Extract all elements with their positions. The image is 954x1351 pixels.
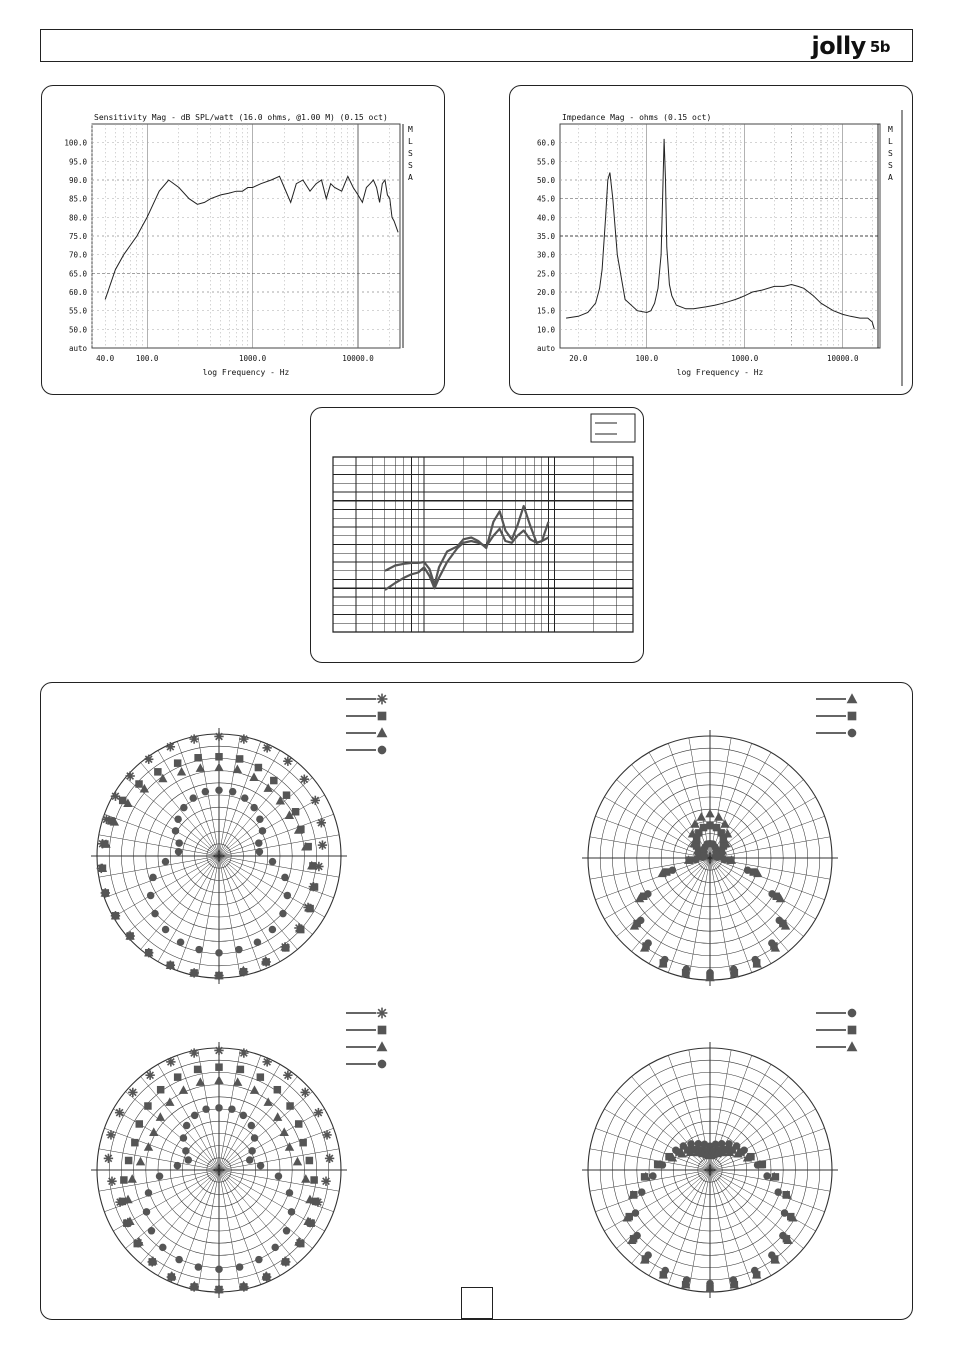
marker-circle <box>143 1208 150 1215</box>
marker-triangle <box>144 1142 153 1151</box>
marker-triangle <box>250 1085 259 1094</box>
marker-asterisk <box>322 1130 331 1139</box>
polar-plot-3 <box>91 1042 347 1298</box>
marker-circle <box>235 946 242 953</box>
marker-circle <box>177 939 184 946</box>
marker-triangle <box>177 767 186 776</box>
marker-square <box>378 712 387 721</box>
marker-circle <box>269 858 276 865</box>
polar-legend-4 <box>816 1009 857 1052</box>
impedance-chart <box>510 86 914 396</box>
y-tick-label: 50.0 <box>536 176 555 185</box>
marker-circle <box>215 786 222 793</box>
marker-circle <box>669 866 676 873</box>
legend-box <box>591 414 635 442</box>
y-tick-label: 85.0 <box>68 194 87 204</box>
y-tick-label: 35.0 <box>536 232 555 241</box>
marker-circle <box>378 1060 387 1069</box>
marker-circle <box>721 856 728 863</box>
y-tick-label: 20.0 <box>536 288 555 297</box>
marker-circle <box>195 1263 202 1270</box>
marker-square <box>720 836 727 843</box>
marker-square <box>194 1066 201 1073</box>
marker-triangle <box>128 1174 137 1183</box>
marker-circle <box>182 1147 189 1154</box>
marker-asterisk <box>214 1046 223 1055</box>
marker-circle <box>175 839 182 846</box>
marker-asterisk <box>239 1048 248 1057</box>
marker-circle <box>180 1134 187 1141</box>
marker-circle <box>191 1112 198 1119</box>
marker-circle <box>162 858 169 865</box>
marker-asterisk <box>214 732 223 741</box>
polar-plot-2 <box>582 730 838 986</box>
y-tick-label: 75.0 <box>68 232 87 241</box>
marker-asterisk <box>321 1177 330 1186</box>
marker-triangle <box>156 1112 165 1121</box>
x-tick-label: 100.0 <box>635 354 659 363</box>
marker-circle <box>256 815 263 822</box>
y-tick-label: 55.0 <box>68 306 87 316</box>
marker-circle <box>145 1189 152 1196</box>
marker-circle <box>776 917 783 924</box>
marker-square <box>310 1176 317 1183</box>
marker-triangle <box>179 1085 188 1094</box>
y-tick-label: 65.0 <box>68 269 87 279</box>
marker-asterisk <box>325 1154 334 1163</box>
plot-grid <box>560 124 880 348</box>
marker-circle <box>248 1147 255 1154</box>
marker-circle <box>644 939 651 946</box>
marker-square <box>270 777 277 784</box>
y-tick-label: 15.0 <box>536 306 555 316</box>
marker-square <box>299 1139 306 1146</box>
marker-circle <box>215 1265 222 1272</box>
marker-circle <box>229 788 236 795</box>
marker-asterisk <box>377 1008 388 1019</box>
y-tick-label: 55.0 <box>536 157 555 167</box>
marker-circle <box>703 840 710 847</box>
marker-square <box>236 755 243 762</box>
marker-circle <box>744 866 751 873</box>
marker-asterisk <box>262 743 271 752</box>
marker-square <box>194 754 201 761</box>
sensitivity-panel <box>41 85 445 395</box>
polar-panel <box>40 682 913 1320</box>
side-letter: M <box>408 125 413 134</box>
x-tick-label: 1000.0 <box>731 354 759 363</box>
marker-triangle <box>714 812 723 821</box>
marker-triangle <box>264 1097 273 1106</box>
marker-square <box>157 1086 164 1093</box>
side-letter: S <box>408 161 413 170</box>
marker-square <box>237 1066 244 1073</box>
marker-asterisk <box>111 792 120 801</box>
data-series-line-1 <box>385 506 549 585</box>
y-tick-label: 70.0 <box>68 250 87 260</box>
x-tick-label: 10000.0 <box>342 354 374 363</box>
marker-asterisk <box>166 1057 175 1066</box>
marker-circle <box>637 917 644 924</box>
marker-circle <box>257 1162 264 1169</box>
x-tick-label: 10000.0 <box>826 354 859 363</box>
sensitivity-chart <box>42 86 446 396</box>
side-letter: S <box>408 149 413 158</box>
marker-circle <box>269 926 276 933</box>
marker-square <box>120 1176 127 1183</box>
marker-circle <box>240 1112 247 1119</box>
marker-asterisk <box>262 1057 271 1066</box>
marker-triangle <box>214 763 223 772</box>
marker-triangle <box>280 1127 289 1136</box>
marker-square <box>292 808 299 815</box>
y-tick-label: 80.0 <box>68 213 87 223</box>
side-letter: M <box>888 125 893 134</box>
marker-circle <box>713 854 720 861</box>
marker-square <box>717 829 724 836</box>
marker-square <box>215 753 222 760</box>
marker-circle <box>159 1244 166 1251</box>
marker-asterisk <box>104 1154 113 1163</box>
marker-circle <box>730 965 737 972</box>
marker-square <box>174 1073 181 1080</box>
marker-asterisk <box>283 1071 292 1080</box>
marker-circle <box>248 1122 255 1129</box>
marker-square <box>125 1157 132 1164</box>
marker-circle <box>683 965 690 972</box>
marker-square <box>848 1026 857 1035</box>
marker-circle <box>202 788 209 795</box>
marker-circle <box>236 1263 243 1270</box>
marker-circle <box>661 956 668 963</box>
marker-triangle <box>377 1041 388 1051</box>
polar-legend-1 <box>346 694 387 755</box>
x-axis-label: log Frequency - Hz <box>676 368 764 377</box>
polar-legend-3 <box>346 1008 387 1069</box>
marker-circle <box>259 827 266 834</box>
data-series-line-1 <box>566 139 874 329</box>
marker-asterisk <box>115 1108 124 1117</box>
marker-circle <box>638 1188 645 1195</box>
marker-circle <box>279 910 286 917</box>
marker-circle <box>228 1105 235 1112</box>
marker-circle <box>172 827 179 834</box>
marker-circle <box>281 874 288 881</box>
marker-square <box>255 764 262 771</box>
x-axis-label: log Frequency - Hz <box>202 368 290 377</box>
marker-circle <box>189 794 196 801</box>
x-tick-label: 40.0 <box>96 354 115 363</box>
marker-square <box>215 1063 222 1070</box>
side-letter: A <box>888 173 893 182</box>
marker-square <box>378 1026 387 1035</box>
marker-circle <box>751 956 758 963</box>
marker-circle <box>255 839 262 846</box>
marker-circle <box>246 1156 253 1163</box>
marker-asterisk <box>145 1071 154 1080</box>
marker-circle <box>286 1189 293 1196</box>
marker-square <box>119 797 126 804</box>
polar-charts <box>41 683 914 1321</box>
marker-triangle <box>214 1075 223 1084</box>
marker-square <box>135 780 142 787</box>
marker-circle <box>378 746 387 755</box>
side-letter: S <box>888 161 893 170</box>
marker-circle <box>255 1256 262 1263</box>
marker-circle <box>288 1208 295 1215</box>
y-tick-label: 95.0 <box>68 157 87 167</box>
marker-square <box>693 842 700 849</box>
marker-circle <box>241 794 248 801</box>
marker-circle <box>649 1172 656 1179</box>
marker-circle <box>271 1244 278 1251</box>
marker-circle <box>151 910 158 917</box>
polar-legend-2 <box>816 693 857 737</box>
marker-square <box>174 759 181 766</box>
marker-square <box>283 791 290 798</box>
marker-square <box>295 1120 302 1127</box>
side-letter: L <box>888 137 893 146</box>
marker-asterisk <box>189 734 198 743</box>
x-tick-label: 20.0 <box>569 354 588 363</box>
marker-circle <box>848 1009 857 1018</box>
x-tick-label: 1000.0 <box>239 354 267 363</box>
y-tick-label: 60.0 <box>68 288 87 297</box>
marker-square <box>136 1120 143 1127</box>
marker-square <box>693 836 700 843</box>
page-header <box>40 29 913 62</box>
polar-plot-4 <box>582 1042 838 1298</box>
marker-square <box>154 768 161 775</box>
marker-triangle <box>273 1112 282 1121</box>
marker-triangle <box>697 812 706 821</box>
marker-circle <box>692 856 699 863</box>
impedance-panel <box>509 85 913 395</box>
marker-circle <box>148 1227 155 1234</box>
marker-asterisk <box>166 742 175 751</box>
x-tick-label: 100.0 <box>135 354 159 363</box>
side-letter: A <box>408 173 413 182</box>
marker-circle <box>175 848 182 855</box>
marker-square <box>848 712 857 721</box>
marker-circle <box>254 939 261 946</box>
marker-circle <box>195 946 202 953</box>
marker-circle <box>180 804 187 811</box>
page-number-box <box>461 1287 493 1319</box>
marker-triangle <box>136 1157 145 1166</box>
marker-asterisk <box>300 775 309 784</box>
marker-square <box>306 1157 313 1164</box>
marker-triangle <box>233 765 242 774</box>
marker-square <box>144 1102 151 1109</box>
marker-circle <box>149 874 156 881</box>
y-tick-label: auto <box>68 344 87 353</box>
side-letter: S <box>888 149 893 158</box>
marker-triangle <box>149 1127 158 1136</box>
marker-triangle <box>847 693 858 703</box>
marker-circle <box>147 892 154 899</box>
marker-circle <box>768 890 775 897</box>
response-chart <box>311 408 645 664</box>
marker-triangle <box>264 783 273 792</box>
marker-circle <box>644 890 651 897</box>
marker-circle <box>763 1172 770 1179</box>
marker-circle <box>848 729 857 738</box>
marker-circle <box>174 815 181 822</box>
data-series-line-1 <box>105 176 398 299</box>
marker-circle <box>284 892 291 899</box>
marker-asterisk <box>318 840 327 849</box>
y-tick-label: 50.0 <box>68 325 87 335</box>
marker-circle <box>183 1122 190 1129</box>
marker-asterisk <box>301 1088 310 1097</box>
marker-circle <box>215 1104 222 1111</box>
marker-triangle <box>301 1174 310 1183</box>
marker-circle <box>251 1134 258 1141</box>
marker-circle <box>283 1227 290 1234</box>
marker-asterisk <box>125 771 134 780</box>
y-tick-label: 60.0 <box>536 138 555 148</box>
marker-asterisk <box>107 1177 116 1186</box>
marker-circle <box>215 949 222 956</box>
y-tick-label: 30.0 <box>536 250 555 260</box>
y-tick-label: auto <box>536 344 555 353</box>
chart-title: Sensitivity Mag - dB SPL/watt (16.0 ohms, @1.00 M) (0.15 oct) <box>94 113 388 122</box>
marker-square <box>257 1073 264 1080</box>
marker-circle <box>175 1256 182 1263</box>
marker-circle <box>250 804 257 811</box>
marker-square <box>706 822 713 829</box>
chart-title: Impedance Mag - ohms (0.15 oct) <box>562 113 712 122</box>
marker-asterisk <box>239 734 248 743</box>
marker-asterisk <box>144 755 153 764</box>
model-name: 5b <box>869 38 890 56</box>
polar-plot-1 <box>91 728 347 984</box>
response-panel <box>310 407 644 663</box>
y-tick-label: 25.0 <box>536 269 555 279</box>
marker-asterisk <box>106 1130 115 1139</box>
marker-asterisk <box>189 1048 198 1057</box>
brand-name: jolly <box>811 32 866 60</box>
marker-circle <box>174 1162 181 1169</box>
marker-square <box>131 1139 138 1146</box>
marker-square <box>286 1102 293 1109</box>
marker-circle <box>774 1188 781 1195</box>
y-tick-label: 45.0 <box>536 194 555 204</box>
marker-circle <box>275 1173 282 1180</box>
brand-logo <box>812 32 891 60</box>
marker-triangle <box>165 1097 174 1106</box>
marker-circle <box>768 939 775 946</box>
marker-asterisk <box>128 1088 137 1097</box>
marker-square <box>274 1086 281 1093</box>
marker-asterisk <box>283 757 292 766</box>
y-tick-label: 40.0 <box>536 213 555 223</box>
side-letter: L <box>408 137 413 146</box>
marker-circle <box>185 1156 192 1163</box>
marker-triangle <box>285 1142 294 1151</box>
marker-triangle <box>293 1157 302 1166</box>
y-tick-label: 100.0 <box>64 138 87 148</box>
marker-square <box>700 824 707 831</box>
marker-triangle <box>377 727 388 737</box>
marker-circle <box>706 969 713 976</box>
marker-circle <box>256 848 263 855</box>
y-tick-label: 10.0 <box>536 325 555 335</box>
marker-circle <box>202 1105 209 1112</box>
marker-asterisk <box>377 694 388 705</box>
marker-asterisk <box>311 796 320 805</box>
marker-circle <box>162 926 169 933</box>
y-tick-label: 90.0 <box>68 176 87 185</box>
marker-asterisk <box>317 818 326 827</box>
plot-grid <box>92 124 403 348</box>
marker-asterisk <box>314 1108 323 1117</box>
marker-triangle <box>705 809 714 818</box>
marker-circle <box>156 1173 163 1180</box>
marker-triangle <box>847 1041 858 1051</box>
